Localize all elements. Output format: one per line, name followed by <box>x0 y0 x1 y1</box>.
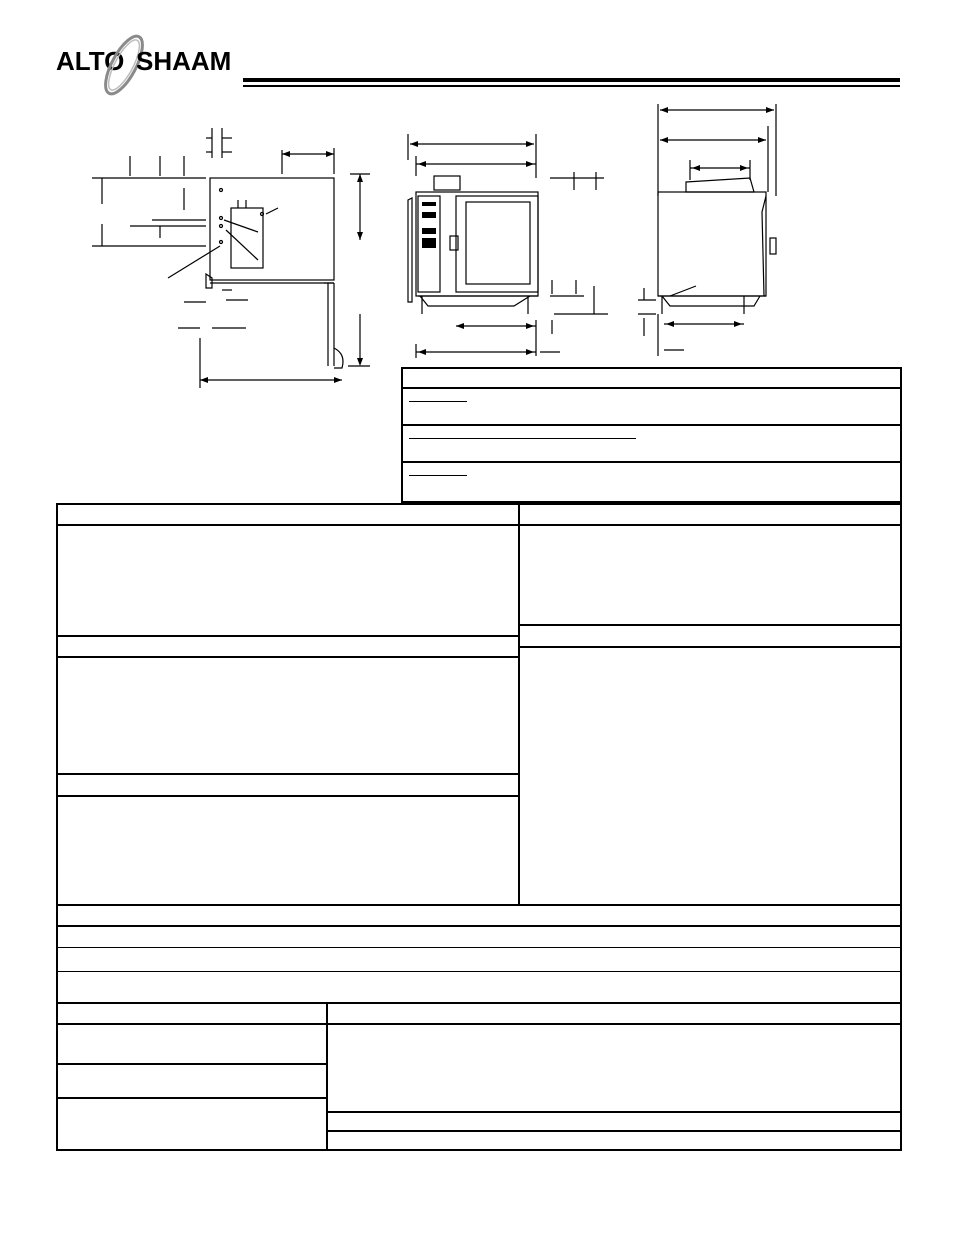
right-section-2-header-rule <box>518 646 902 648</box>
field-underline-1 <box>409 401 467 402</box>
spec-box-row-rule-1 <box>401 424 902 426</box>
left-section-3-header-rule <box>56 795 519 797</box>
bottom-right-rule-2 <box>326 1111 902 1113</box>
spec-grid-center-divider <box>518 503 520 906</box>
field-underline-2 <box>409 438 636 439</box>
bottom-right-rule-3 <box>326 1130 902 1132</box>
side-view-drawing <box>88 118 388 388</box>
left-section-2-header-rule <box>56 656 519 658</box>
bottom-left-rule-1 <box>56 1023 327 1025</box>
right-section-1-header-rule <box>518 524 902 526</box>
left-section-2-top-rule <box>56 635 519 637</box>
field-underline-3 <box>409 475 467 476</box>
logo-text-shaam: SHAAM <box>136 46 232 76</box>
spec-box-row-rule-2 <box>401 461 902 463</box>
full-row-rule-2 <box>56 947 902 948</box>
left-section-3-top-rule <box>56 773 519 775</box>
logo-text-alto: ALTO <box>56 46 125 76</box>
full-row-rule-3 <box>56 971 902 972</box>
logo <box>56 44 232 104</box>
rear-view-drawing <box>634 100 784 360</box>
header-rule-thin <box>243 85 900 87</box>
full-width-rows-box <box>56 904 902 1004</box>
bottom-left-rule-3 <box>56 1097 327 1099</box>
right-section-2-top-rule <box>518 624 902 626</box>
spec-box-header-rule <box>401 387 902 389</box>
spec-grid-main <box>56 503 902 906</box>
full-row-rule-1 <box>56 925 902 927</box>
bottom-left-rule-2 <box>56 1063 327 1065</box>
front-view-drawing <box>404 130 624 360</box>
left-section-1-header-rule <box>56 524 519 526</box>
bottom-right-rule-1 <box>326 1023 902 1025</box>
header-rule-thick <box>243 78 900 82</box>
